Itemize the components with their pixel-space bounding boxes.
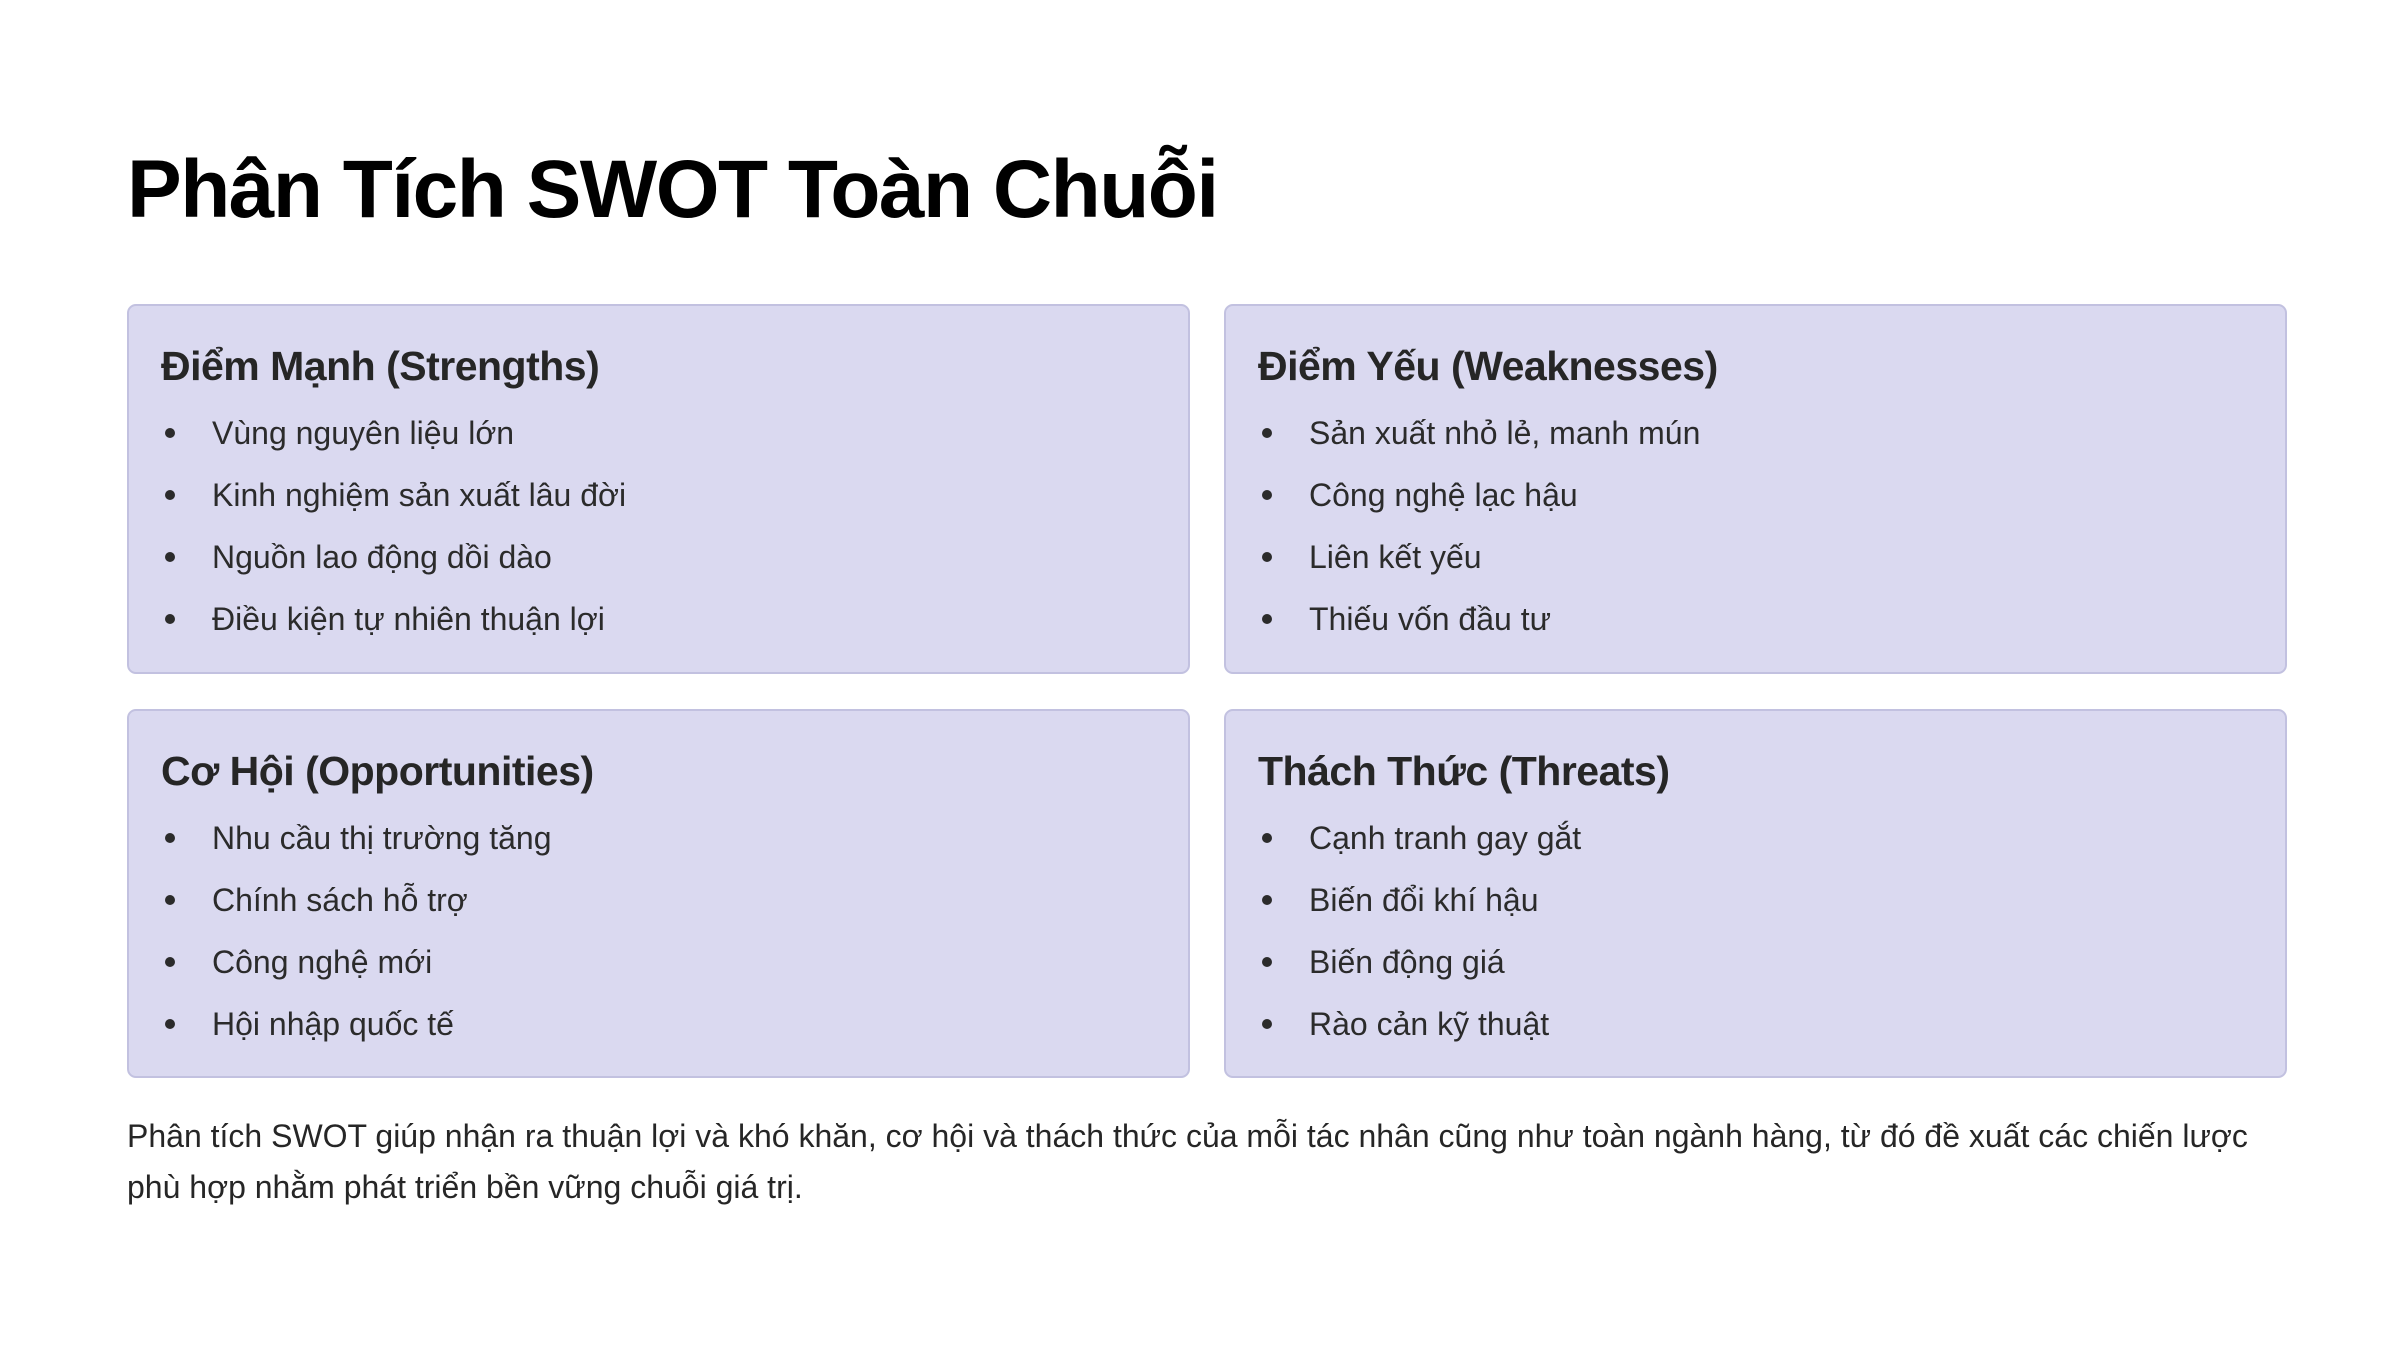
bullet-icon — [165, 428, 175, 438]
list-item-text: Vùng nguyên liệu lớn — [212, 415, 515, 451]
bullet-icon — [165, 614, 175, 624]
list-item — [1258, 869, 2253, 931]
list-item-text: Liên kết yếu — [1309, 539, 1482, 575]
bullet-icon — [165, 833, 175, 843]
list-item — [161, 807, 1156, 869]
strengths-list — [161, 402, 1156, 650]
slide — [127, 0, 2287, 1350]
bullet-icon — [1262, 614, 1272, 624]
list-item-text: Công nghệ lạc hậu — [1309, 477, 1578, 513]
threats-title: Thách Thức (Threats) — [1258, 748, 1670, 794]
bullet-icon — [165, 895, 175, 905]
strengths-card — [127, 304, 1190, 674]
list-item — [161, 526, 1156, 588]
list-item-text: Công nghệ mới — [212, 944, 433, 980]
bullet-icon — [1262, 895, 1272, 905]
weaknesses-title: Điểm Yếu (Weaknesses) — [1258, 343, 1718, 389]
slide-title: Phân Tích SWOT Toàn Chuỗi — [127, 144, 1218, 235]
bullet-icon — [1262, 428, 1272, 438]
list-item-text: Cạnh tranh gay gắt — [1309, 820, 1582, 856]
list-item-text: Thiếu vốn đầu tư — [1309, 601, 1552, 637]
bullet-icon — [165, 552, 175, 562]
opportunities-card — [127, 709, 1190, 1078]
bullet-icon — [1262, 1019, 1272, 1029]
bullet-icon — [165, 1019, 175, 1029]
list-item — [1258, 526, 2253, 588]
list-item-text: Kinh nghiệm sản xuất lâu đời — [212, 477, 627, 513]
list-item-text: Hội nhập quốc tế — [212, 1006, 454, 1042]
list-item-text: Nguồn lao động dồi dào — [212, 539, 552, 575]
list-item-text: Chính sách hỗ trợ — [212, 882, 468, 918]
threats-list — [1258, 807, 2253, 1055]
list-item — [1258, 993, 2253, 1055]
bullet-icon — [1262, 552, 1272, 562]
list-item-text: Điều kiện tự nhiên thuận lợi — [212, 601, 605, 637]
strengths-title: Điểm Mạnh (Strengths) — [161, 343, 600, 389]
list-item — [161, 402, 1156, 464]
list-item — [161, 588, 1156, 650]
list-item-text: Nhu cầu thị trường tăng — [212, 820, 552, 856]
opportunities-title: Cơ Hội (Opportunities) — [161, 748, 594, 794]
list-item-text: Rào cản kỹ thuật — [1309, 1006, 1550, 1042]
bullet-icon — [165, 957, 175, 967]
opportunities-list — [161, 807, 1156, 1055]
swot-grid — [127, 304, 2287, 1078]
bullet-icon — [165, 490, 175, 500]
weaknesses-card — [1224, 304, 2287, 674]
list-item — [1258, 402, 2253, 464]
weaknesses-list — [1258, 402, 2253, 650]
bullet-icon — [1262, 833, 1272, 843]
list-item-text: Biến đổi khí hậu — [1309, 882, 1539, 918]
list-item — [161, 464, 1156, 526]
list-item-text: Sản xuất nhỏ lẻ, manh mún — [1309, 415, 1701, 451]
list-item — [1258, 931, 2253, 993]
threats-card — [1224, 709, 2287, 1078]
list-item — [1258, 588, 2253, 650]
list-item — [1258, 807, 2253, 869]
list-item — [161, 931, 1156, 993]
summary-paragraph: Phân tích SWOT giúp nhận ra thuận lợi và khó khăn, cơ hội và thách thức của mỗi tác nhân cũng như toàn ngành hàng, từ đó đề xuất các chiến lược phù hợp nhằm phát triển bền vững chuỗi giá trị. — [127, 1118, 2248, 1205]
bullet-icon — [1262, 957, 1272, 967]
list-item — [1258, 464, 2253, 526]
bullet-icon — [1262, 490, 1272, 500]
list-item — [161, 993, 1156, 1055]
list-item-text: Biến động giá — [1309, 944, 1505, 980]
list-item — [161, 869, 1156, 931]
